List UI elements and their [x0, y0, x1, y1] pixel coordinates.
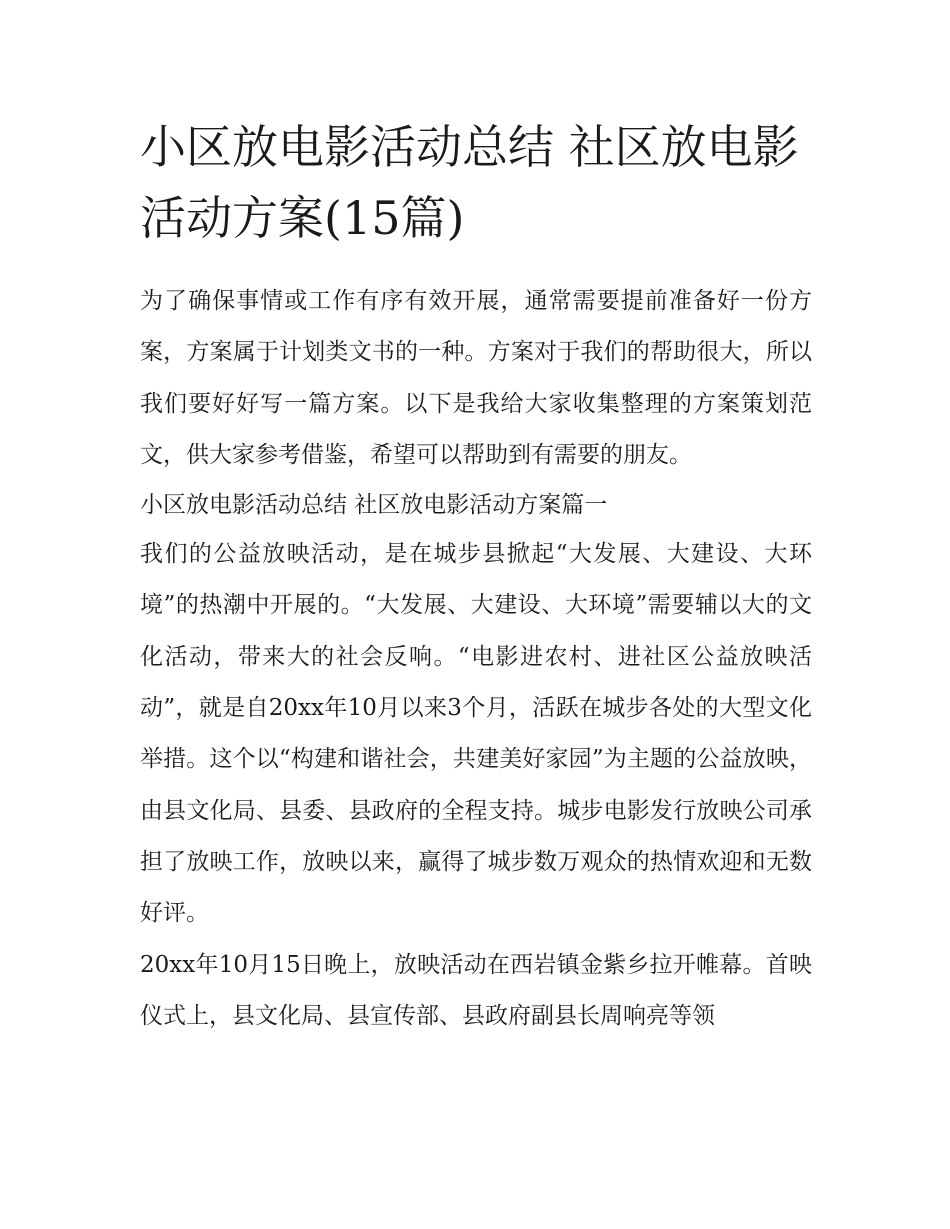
document-body: [140, 276, 812, 1042]
intro-paragraph: 为了确保事情或工作有序有效开展，通常需要提前准备好一份方案，方案属于计划类文书的一种。方案对于我们的帮助很大，所以我们要好好写一篇方案。以下是我给大家收集整理的方案策划范文，供大家参考借鉴，希望可以帮助到有需要的朋友。: [140, 288, 812, 468]
document-title: 小区放电影活动总结 社区放电影活动方案(15篇): [140, 120, 799, 245]
body-paragraph-2: 20xx年10月15日晚上，放映活动在西岩镇金紫乡拉开帷幕。首映仪式上，县文化局、县宣传部、县政府副县长周响亮等领: [140, 951, 812, 1029]
section-heading: 小区放电影活动总结 社区放电影活动方案篇一: [140, 492, 608, 519]
body-paragraph-1: 我们的公益放映活动，是在城步县掀起“大发展、大建设、大环境”的热潮中开展的。“大发展、大建设、大环境”需要辅以大的文化活动，带来大的社会反响。“电影进农村、进社区公益放映活动”，就是自20xx年10月以来3个月，活跃在城步各处的大型文化举措。这个以“构建和谐社会，共建美好家园”为主题的公益放映，由县文化局、县委、县政府的全程支持。城步电影发行放映公司承担了放映工作，放映以来，赢得了城步数万观众的热情欢迎和无数好评。: [140, 541, 812, 927]
